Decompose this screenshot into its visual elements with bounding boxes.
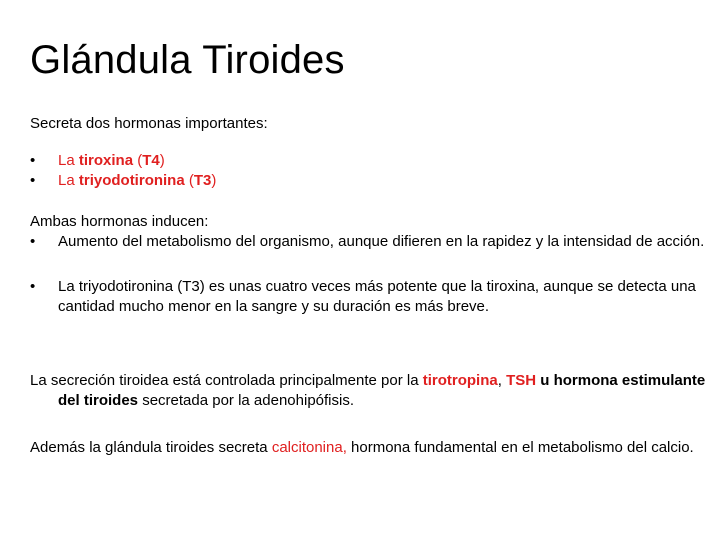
slide-title: Glándula Tiroides	[30, 38, 345, 82]
hormone-paren-open: (	[184, 172, 194, 189]
hormone-paren-close: )	[211, 172, 217, 189]
regulation-term-tsh: TSH	[506, 372, 537, 389]
effects-section	[30, 212, 720, 317]
regulation-term-full: u hormona estimulante del tiroides	[58, 372, 706, 409]
bullet-icon: •	[30, 278, 36, 295]
calcitonin-end: hormona fundamental en el metabolismo del calcio.	[346, 439, 694, 456]
hormone-abbr: T4	[142, 152, 160, 169]
bullet-icon: •	[30, 172, 36, 189]
regulation-term-tirotropina: tirotropina	[422, 372, 498, 389]
regulation-paragraph	[30, 371, 718, 411]
hormone-name: tiroxina	[78, 152, 134, 169]
list-item	[30, 277, 720, 317]
bullet-icon: •	[30, 233, 36, 250]
list-item	[30, 232, 720, 252]
spacer	[30, 252, 720, 277]
hormone-prefix: La	[58, 172, 79, 189]
regulation-separator: ,	[497, 372, 507, 389]
intro-text: Secreta dos hormonas importantes:	[30, 115, 268, 132]
calcitonin-term: calcitonina,	[271, 439, 347, 456]
effect-text: Aumento del metabolismo del organismo, aunque difieren en la rapidez y la intensidad de acción.	[58, 233, 705, 250]
hormone-list	[30, 151, 216, 191]
effects-heading: Ambas hormonas inducen:	[30, 213, 209, 230]
bullet-icon: •	[30, 152, 36, 169]
hormone-prefix: La	[58, 152, 79, 169]
calcitonin-paragraph	[30, 438, 718, 458]
hormone-abbr: T3	[193, 172, 212, 189]
hormone-paren-open: (	[133, 152, 143, 169]
regulation-start: La secreción tiroidea está controlada principalmente por la	[30, 372, 423, 389]
effect-text: La triyodotironina (T3) es unas cuatro veces más potente que la tiroxina, aunque se detecta una cantidad mucho menor en la sangre y su duración es más breve.	[58, 278, 696, 315]
hormone-name: triyodotironina	[78, 172, 185, 189]
calcitonin-start: Además la glándula tiroides secreta	[30, 439, 272, 456]
list-item	[30, 151, 216, 171]
list-item	[30, 171, 216, 191]
regulation-end: secretada por la adenohipófisis.	[138, 392, 355, 409]
hormone-paren-close: )	[159, 152, 165, 169]
